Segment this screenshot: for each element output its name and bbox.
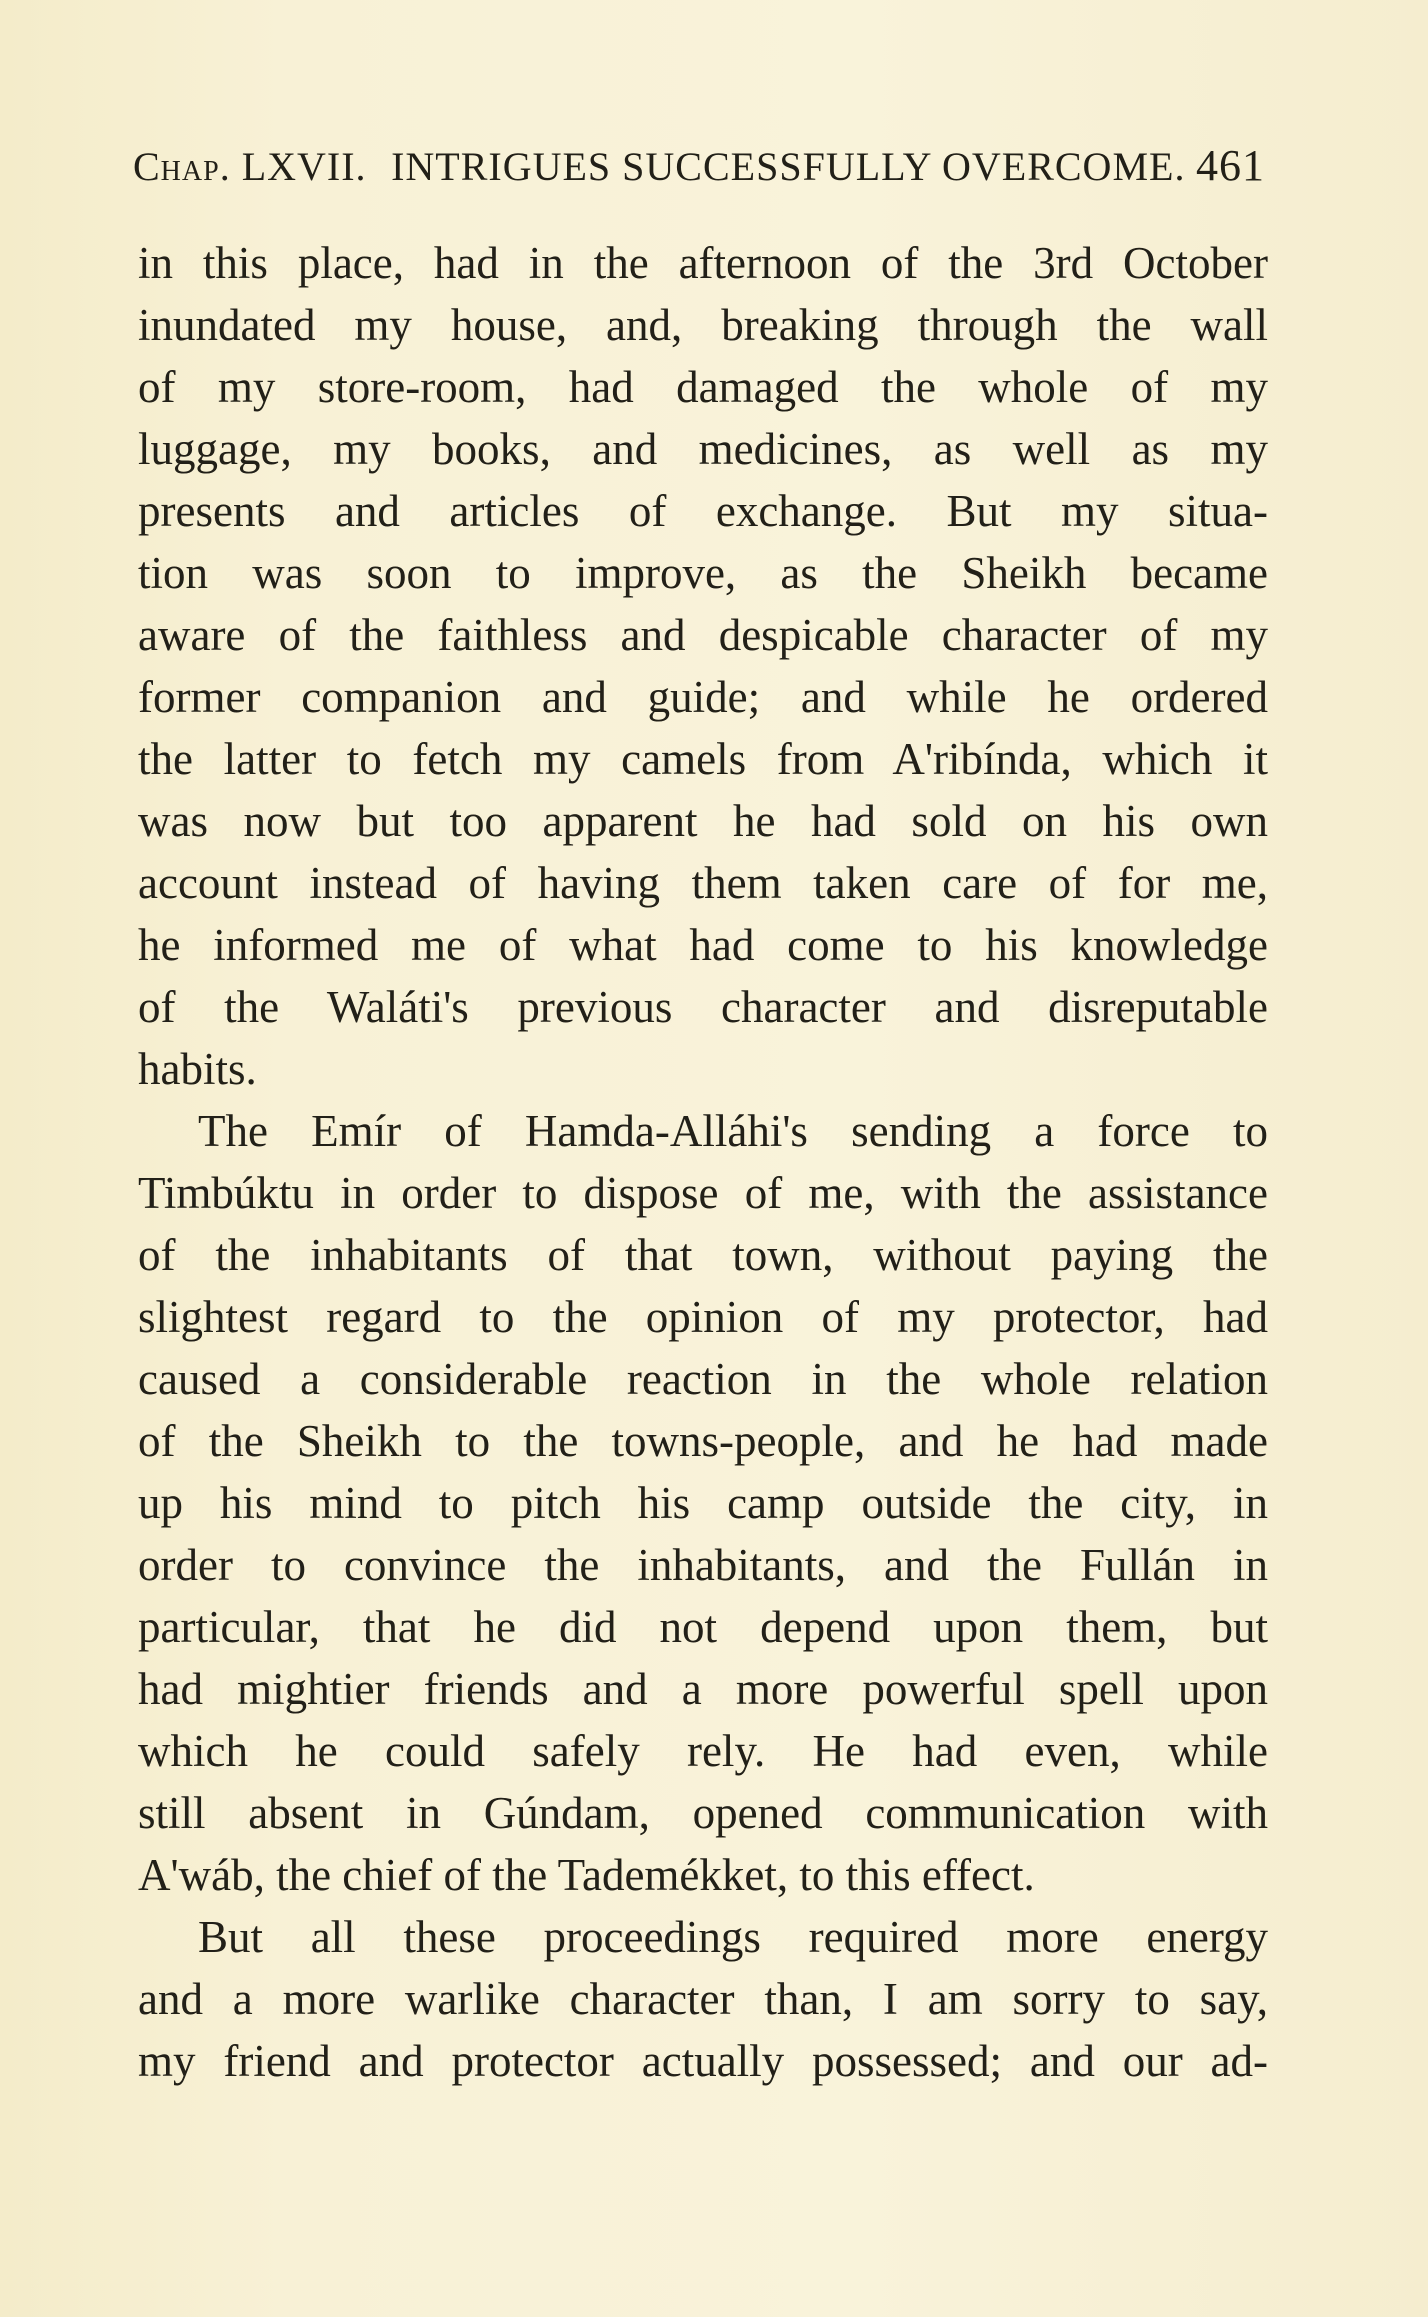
text-line: former companion and guide; and while he ordered — [138, 672, 1268, 722]
text-line: order to convince the inhabitants, and the Fullán in — [138, 1540, 1268, 1590]
text-line: caused a considerable reaction in the whole relation — [138, 1354, 1268, 1404]
page-number: 461 — [1196, 141, 1265, 190]
text-line: of the Sheikh to the towns-people, and he had made — [138, 1416, 1268, 1466]
text-line: was now but too apparent he had sold on his own — [138, 796, 1268, 846]
text-line: of my store-room, had damaged the whole of my — [138, 362, 1268, 412]
text-line: he informed me of what had come to his knowledge — [138, 920, 1268, 970]
text-line: slightest regard to the opinion of my protector, had — [138, 1292, 1268, 1342]
text-line: The Emír of Hamda-Alláhi's sending a force to — [198, 1106, 1268, 1156]
text-line: Timbúktu in order to dispose of me, with the assistance — [138, 1168, 1268, 1218]
text-line: the latter to fetch my camels from A'ribínda, which it — [138, 734, 1268, 784]
text-line: still absent in Gúndam, opened communication with — [138, 1788, 1268, 1838]
body-text — [138, 232, 1268, 2092]
text-line: which he could safely rely. He had even, while — [138, 1726, 1268, 1776]
text-line: presents and articles of exchange. But my situa- — [138, 486, 1268, 536]
text-line: of the Waláti's previous character and disreputable — [138, 982, 1268, 1032]
text-line: up his mind to pitch his camp outside the city, in — [138, 1478, 1268, 1528]
text-line: in this place, had in the afternoon of the 3rd October — [138, 238, 1268, 288]
text-line: account instead of having them taken care of for me, — [138, 858, 1268, 908]
text-line: tion was soon to improve, as the Sheikh became — [138, 548, 1268, 598]
running-title: INTRIGUES SUCCESSFULLY OVERCOME. — [391, 144, 1186, 189]
text-line: aware of the faithless and despicable character of my — [138, 610, 1268, 660]
text-line: had mightier friends and a more powerful spell upon — [138, 1664, 1268, 1714]
text-line: my friend and protector actually possessed; and our ad- — [138, 2036, 1268, 2086]
text-line: of the inhabitants of that town, without paying the — [138, 1230, 1268, 1280]
text-line: inundated my house, and, breaking through the wall — [138, 300, 1268, 350]
text-line: and a more warlike character than, I am sorry to say, — [138, 1974, 1268, 2024]
chapter-label: Chap. LXVII. — [133, 144, 367, 189]
text-line: particular, that he did not depend upon them, but — [138, 1602, 1268, 1652]
running-head — [133, 140, 1265, 200]
text-line: But all these proceedings required more energy — [198, 1912, 1268, 1962]
text-line: habits. — [138, 1044, 257, 1094]
text-line: A'wáb, the chief of the Tademékket, to this effect. — [138, 1850, 1035, 1900]
text-line: luggage, my books, and medicines, as well as my — [138, 424, 1268, 474]
